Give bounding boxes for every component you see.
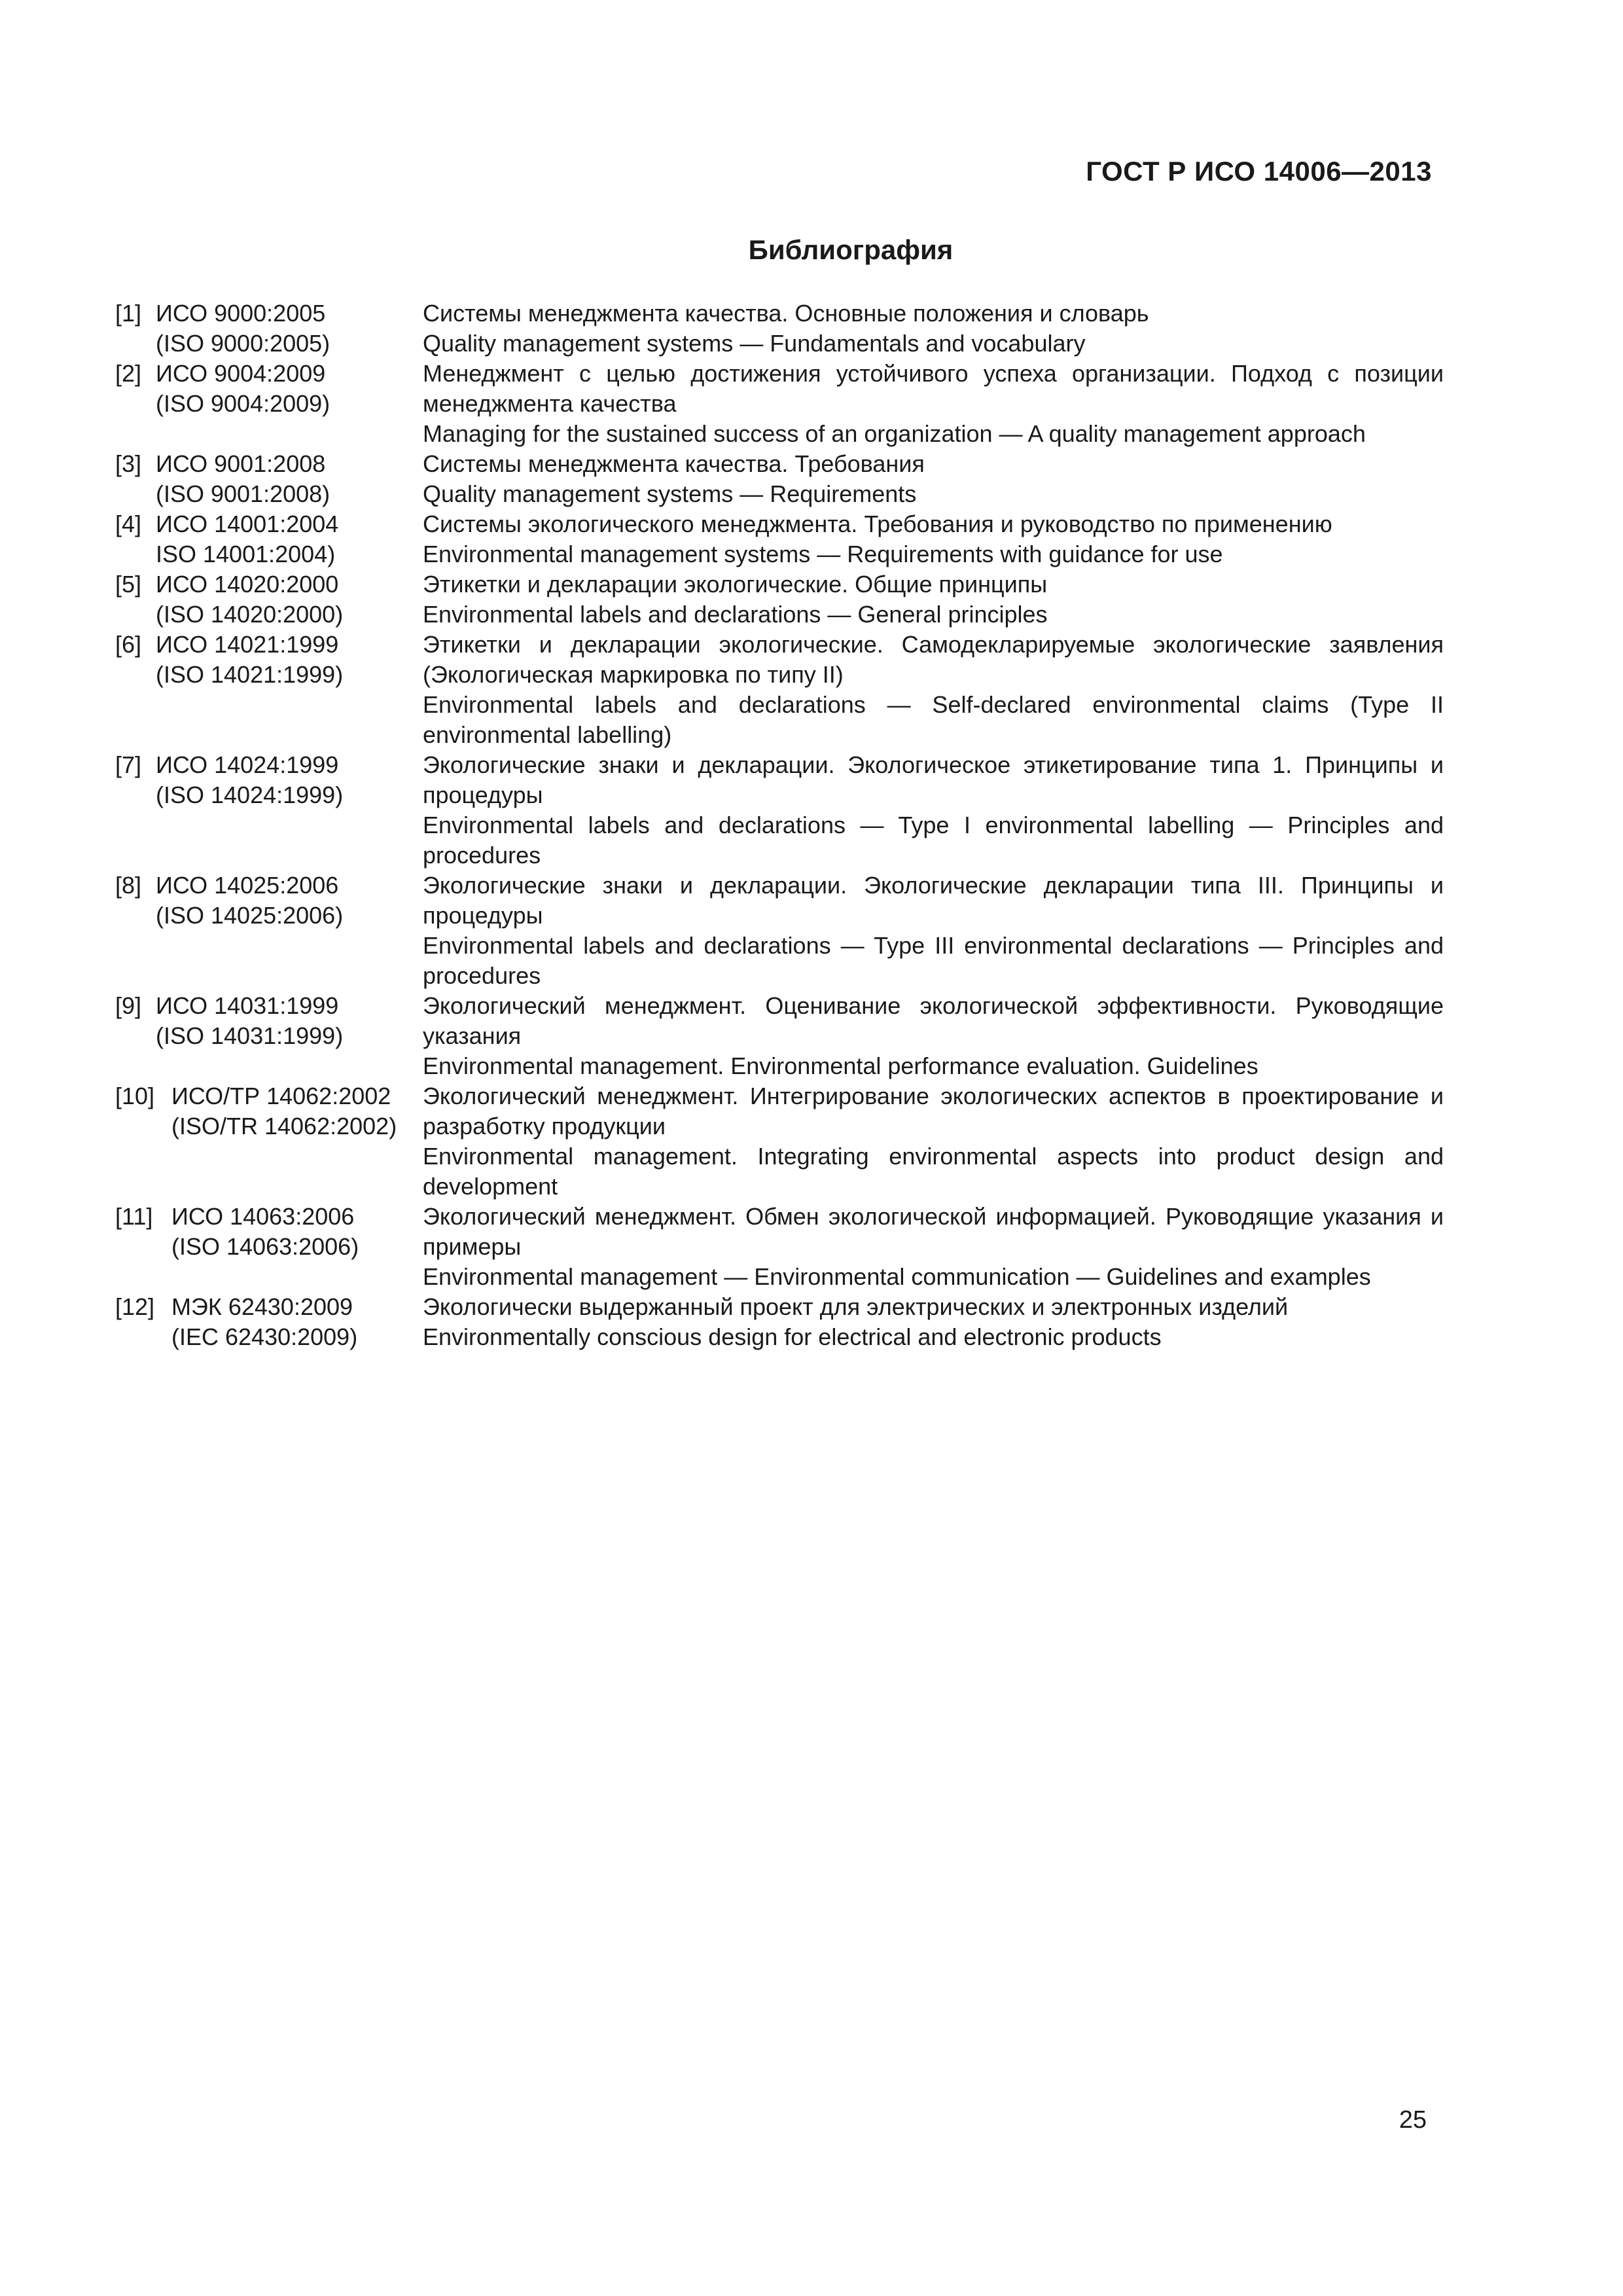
entry-reference xyxy=(115,750,423,870)
entry-reference xyxy=(115,509,423,569)
entry-title-english: Environmentally conscious design for electrical and electronic products xyxy=(423,1323,1162,1350)
entry-standard-code: ИСО 14020:2000 xyxy=(156,571,339,598)
bibliography-entry xyxy=(115,870,1444,991)
entry-titles xyxy=(423,1081,1444,1202)
entry-number: [5] xyxy=(115,571,142,598)
bibliography-entry xyxy=(115,750,1444,870)
entry-title-russian: Системы менеджмента качества. Основные положения и словарь xyxy=(423,300,1149,327)
entry-number: [6] xyxy=(115,631,142,658)
entry-original-code: (ISO 14031:1999) xyxy=(156,1022,344,1049)
entry-titles xyxy=(423,569,1444,630)
entry-title-english: Environmental management. Environmental performance evaluation. Guidelines xyxy=(423,1052,1258,1079)
entry-number: [7] xyxy=(115,751,142,778)
entry-title-russian: Экологический менеджмент. Интегрирование экологических аспектов в проектирование и разработку продукции xyxy=(423,1083,1444,1139)
bibliography-list xyxy=(115,298,1444,1352)
entry-title-russian: Этикетки и декларации экологические. Самодекларируемые экологические заявления (Экологическая маркировка по типу II) xyxy=(423,631,1444,688)
entry-title-russian: Экологически выдержанный проект для электрических и электронных изделий xyxy=(423,1293,1289,1320)
entry-titles xyxy=(423,449,1444,509)
bibliography-title: Библиография xyxy=(748,234,954,265)
entry-title-russian: Этикетки и декларации экологические. Общие принципы xyxy=(423,571,1048,598)
entry-number: [2] xyxy=(115,360,142,387)
entry-title-russian: Экологические знаки и декларации. Экологическое этикетирование типа 1. Принципы и процедуры xyxy=(423,751,1444,808)
bibliography-entry xyxy=(115,509,1444,569)
entry-title-english: Environmental management. Integrating environmental aspects into product design and development xyxy=(423,1143,1444,1200)
entry-number: [9] xyxy=(115,992,142,1019)
entry-standard-code: ИСО 14031:1999 xyxy=(156,992,339,1019)
entry-number: [1] xyxy=(115,300,142,327)
entry-original-code: (ISO 9000:2005) xyxy=(156,330,330,357)
entry-titles xyxy=(423,991,1444,1081)
entry-reference xyxy=(115,991,423,1081)
entry-original-code: (ISO 9001:2008) xyxy=(156,480,330,507)
entry-number: [8] xyxy=(115,872,142,899)
entry-title-russian: Менеджмент с целью достижения устойчивого успеха организации. Подход с позиции менеджмента качества xyxy=(423,360,1444,417)
entry-titles xyxy=(423,509,1444,569)
entry-title-english: Environmental labels and declarations — General principles xyxy=(423,601,1048,628)
entry-titles xyxy=(423,298,1444,359)
bibliography-entry xyxy=(115,1202,1444,1292)
entry-standard-code: ИСО 14001:2004 xyxy=(156,511,339,537)
bibliography-entry xyxy=(115,359,1444,449)
bibliography-entry xyxy=(115,569,1444,630)
page-number: 25 xyxy=(1399,2106,1427,2134)
entry-original-code: (ISO 14025:2006) xyxy=(156,902,344,929)
bibliography-entry xyxy=(115,449,1444,509)
entry-number: [11] xyxy=(115,1203,153,1230)
entry-reference xyxy=(115,1202,423,1292)
entry-number: [3] xyxy=(115,450,142,477)
entry-reference xyxy=(115,630,423,750)
entry-standard-code: ИСО 9004:2009 xyxy=(156,360,326,387)
bibliography-entry xyxy=(115,630,1444,750)
entry-title-russian: Экологический менеджмент. Обмен экологической информацией. Руководящие указания и примеры xyxy=(423,1203,1444,1260)
entry-original-code: (ISO 14020:2000) xyxy=(156,601,344,628)
entry-reference xyxy=(115,1081,423,1202)
entry-original-code: (IEC 62430:2009) xyxy=(171,1323,358,1350)
entry-title-english: Environmental labels and declarations — Type I environmental labelling — Principles and procedures xyxy=(423,812,1444,869)
entry-title-english: Environmental labels and declarations — Self-declared environmental claims (Type II environmental labelling) xyxy=(423,691,1444,748)
entry-standard-code: ИСО 14024:1999 xyxy=(156,751,339,778)
entry-number: [4] xyxy=(115,511,142,537)
entry-title-english: Environmental labels and declarations — Type III environmental declarations — Principles and procedures xyxy=(423,932,1444,989)
entry-standard-code: ИСО 9001:2008 xyxy=(156,450,326,477)
entry-title-russian: Экологические знаки и декларации. Экологические декларации типа III. Принципы и процедуры xyxy=(423,872,1444,929)
entry-reference xyxy=(115,449,423,509)
entry-reference xyxy=(115,298,423,359)
entry-title-english: Quality management systems — Fundamentals and vocabulary xyxy=(423,330,1086,357)
entry-titles xyxy=(423,1292,1444,1352)
entry-standard-code: МЭК 62430:2009 xyxy=(171,1293,353,1320)
bibliography-entry xyxy=(115,991,1444,1081)
entry-title-english: Environmental management systems — Requirements with guidance for use xyxy=(423,541,1223,567)
entry-original-code: (ISO/TR 14062:2002) xyxy=(171,1113,397,1139)
document-header: ГОСТ Р ИСО 14006—2013 xyxy=(1086,156,1432,187)
entry-standard-code: ИСО 14025:2006 xyxy=(156,872,339,899)
entry-standard-code: ИСО 9000:2005 xyxy=(156,300,326,327)
entry-standard-code: ИСО/ТР 14062:2002 xyxy=(171,1083,391,1109)
entry-original-code: ISO 14001:2004) xyxy=(156,541,336,567)
entry-title-english: Quality management systems — Requirements xyxy=(423,480,917,507)
entry-number: [10] xyxy=(115,1083,155,1109)
entry-original-code: (ISO 9004:2009) xyxy=(156,390,330,417)
bibliography-entry xyxy=(115,1292,1444,1352)
entry-original-code: (ISO 14021:1999) xyxy=(156,661,344,688)
entry-original-code: (ISO 14063:2006) xyxy=(171,1233,359,1260)
entry-number: [12] xyxy=(115,1293,155,1320)
entry-original-code: (ISO 14024:1999) xyxy=(156,781,344,808)
entry-title-english: Environmental management — Environmental communication — Guidelines and examples xyxy=(423,1263,1371,1290)
entry-reference xyxy=(115,359,423,449)
entry-title-english: Managing for the sustained success of an organization — A quality management approach xyxy=(423,420,1366,447)
entry-titles xyxy=(423,750,1444,870)
entry-reference xyxy=(115,870,423,991)
entry-titles xyxy=(423,630,1444,750)
entry-titles xyxy=(423,1202,1444,1292)
entry-standard-code: ИСО 14063:2006 xyxy=(171,1203,355,1230)
entry-titles xyxy=(423,870,1444,991)
entry-reference xyxy=(115,569,423,630)
entry-title-russian: Экологический менеджмент. Оценивание экологической эффективности. Руководящие указания xyxy=(423,992,1444,1049)
entry-titles xyxy=(423,359,1444,449)
entry-reference xyxy=(115,1292,423,1352)
bibliography-entry xyxy=(115,1081,1444,1202)
entry-title-russian: Системы экологического менеджмента. Требования и руководство по применению xyxy=(423,511,1332,537)
bibliography-entry xyxy=(115,298,1444,359)
entry-standard-code: ИСО 14021:1999 xyxy=(156,631,339,658)
entry-title-russian: Системы менеджмента качества. Требования xyxy=(423,450,925,477)
